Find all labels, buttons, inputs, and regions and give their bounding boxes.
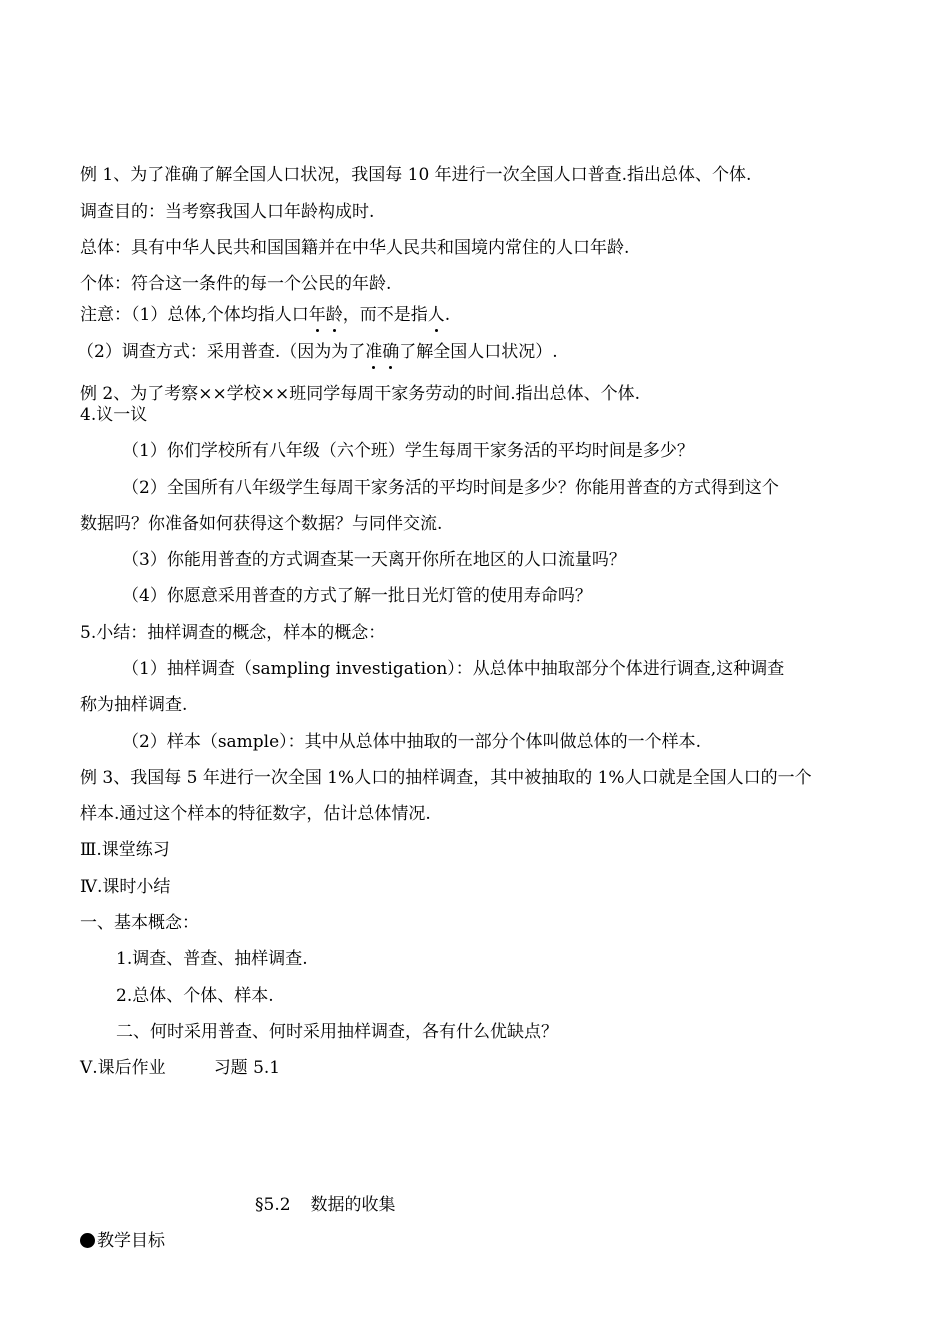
homework-label: Ⅴ.课后作业 <box>80 1058 166 1078</box>
basic-item-2: 2.总体、个体、样本. <box>116 986 274 1006</box>
example-3-continued: 样本.通过这个样本的特征数字，估计总体情况. <box>80 804 431 824</box>
question-3: （3）你能用普查的方式调查某一天离开你所在地区的人口流量吗？ <box>122 550 626 570</box>
homework-exercise: 习题 5.1 <box>213 1058 281 1078</box>
lesson-summary-heading: Ⅳ.课时小结 <box>80 877 171 897</box>
homework-line <box>80 1057 280 1079</box>
emphasis-char: 人 <box>427 305 445 325</box>
note-1-text: . <box>444 305 451 325</box>
emphasis-char: 龄 <box>325 305 343 325</box>
population-definition: 总体：具有中华人民共和国国籍并在中华人民共和国境内常住的人口年龄. <box>80 238 630 258</box>
question-2-continued: 数据吗？你准备如何获得这个数据？与同伴交流. <box>80 514 443 534</box>
definition-sampling: （1）抽样调查（sampling investigation）：从总体中抽取部分个体进行调查,这种调查 <box>122 659 785 679</box>
note-2 <box>77 341 558 363</box>
discuss-heading: 4.议一议 <box>80 405 148 425</box>
note-1-text: 注意：（1）总体,个体均指人口 <box>80 305 309 325</box>
emphasis-char: 确 <box>382 342 400 362</box>
practice-heading: Ⅲ.课堂练习 <box>80 840 170 860</box>
summary-heading: 5.小结：抽样调查的概念，样本的概念： <box>80 623 386 643</box>
example-1: 例 1、为了准确了解全国人口状况，我国每 10 年进行一次全国人口普查.指出总体、个体. <box>80 165 752 185</box>
section-number: §5.2 <box>255 1195 291 1215</box>
teaching-goals-heading <box>80 1230 165 1252</box>
note-2-text: 了解全国人口状况）. <box>399 342 558 362</box>
example-3: 例 3、我国每 5 年进行一次全国 1%人口的抽样调查，其中被抽取的 1%人口就是全国人口的一个 <box>80 768 812 788</box>
individual-definition: 个体：符合这一条件的每一个公民的年龄. <box>80 274 392 294</box>
question-2: （2）全国所有八年级学生每周干家务活的平均时间是多少？你能用普查的方式得到这个 <box>122 478 779 498</box>
bullet-icon <box>80 1233 95 1248</box>
note-1 <box>80 304 450 326</box>
section-name: 数据的收集 <box>310 1195 396 1215</box>
survey-purpose: 调查目的：当考察我国人口年龄构成时. <box>80 202 375 222</box>
section-title <box>255 1194 396 1216</box>
emphasis-char: 年 <box>308 305 326 325</box>
basic-item-3: 二、何时采用普查、何时采用抽样调查，各有什么优缺点？ <box>116 1022 558 1042</box>
emphasis-char: 准 <box>365 342 383 362</box>
note-2-text: （2）调查方式：采用普查.（因为为了 <box>77 342 366 362</box>
definition-sampling-continued: 称为抽样调查. <box>80 695 188 715</box>
example-2: 例 2、为了考察××学校××班同学每周干家务劳动的时间.指出总体、个体. <box>80 384 641 404</box>
teaching-goals-label: 教学目标 <box>97 1231 165 1251</box>
basic-item-1: 1.调查、普查、抽样调查. <box>116 949 308 969</box>
basic-concepts-heading: 一、基本概念： <box>80 913 199 933</box>
definition-sample: （2）样本（sample）：其中从总体中抽取的一部分个体叫做总体的一个样本. <box>122 732 702 752</box>
note-1-text: ，而不是指 <box>342 305 428 325</box>
question-4: （4）你愿意采用普查的方式了解一批日光灯管的使用寿命吗？ <box>122 586 592 606</box>
question-1: （1）你们学校所有八年级（六个班）学生每周干家务活的平均时间是多少？ <box>122 441 694 461</box>
